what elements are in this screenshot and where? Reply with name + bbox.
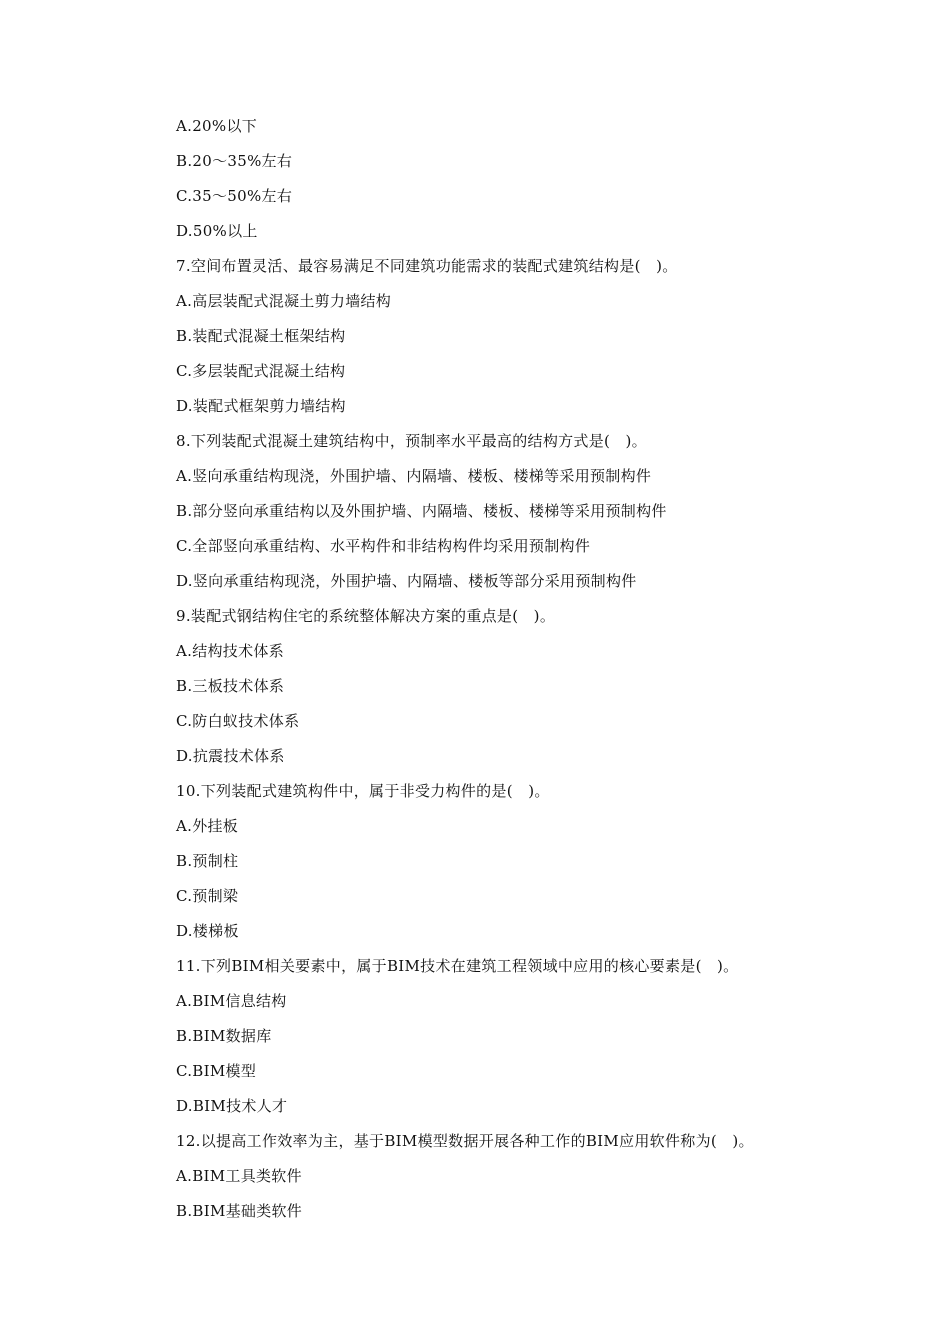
question-8: 8.下列装配式混凝土建筑结构中，预制率水平最高的结构方式是( )。 <box>176 432 647 450</box>
q11-option-b: B.BIM数据库 <box>176 1027 272 1045</box>
document-page <box>176 0 896 1344</box>
question-10: 10.下列装配式建筑构件中，属于非受力构件的是( )。 <box>176 782 550 800</box>
q10-option-a: A.外挂板 <box>176 817 239 835</box>
q9-option-c: C.防白蚁技术体系 <box>176 712 300 730</box>
q7-option-b: B.装配式混凝土框架结构 <box>176 327 346 345</box>
q8-option-c: C.全部竖向承重结构、水平构件和非结构构件均采用预制构件 <box>176 537 591 555</box>
question-7: 7.空间布置灵活、最容易满足不同建筑功能需求的装配式建筑结构是( )。 <box>176 257 678 275</box>
q7-option-d: D.装配式框架剪力墙结构 <box>176 397 346 415</box>
q8-option-b: B.部分竖向承重结构以及外围护墙、内隔墙、楼板、楼梯等采用预制构件 <box>176 502 667 520</box>
q11-option-c: C.BIM模型 <box>176 1062 257 1080</box>
q11-option-a: A.BIM信息结构 <box>176 992 287 1010</box>
question-11: 11.下列BIM相关要素中，属于BIM技术在建筑工程领域中应用的核心要素是( )。 <box>176 957 739 975</box>
q7-option-c: C.多层装配式混凝土结构 <box>176 362 346 380</box>
q6-option-d: D.50%以上 <box>176 222 258 240</box>
question-12: 12.以提高工作效率为主，基于BIM模型数据开展各种工作的BIM应用软件称为( )。 <box>176 1132 754 1150</box>
q10-option-d: D.楼梯板 <box>176 922 239 940</box>
q9-option-d: D.抗震技术体系 <box>176 747 285 765</box>
q8-option-a: A.竖向承重结构现浇，外围护墙、内隔墙、楼板、楼梯等采用预制构件 <box>176 467 652 485</box>
q9-option-b: B.三板技术体系 <box>176 677 285 695</box>
q10-option-b: B.预制柱 <box>176 852 239 870</box>
q6-option-c: C.35～50%左右 <box>176 187 293 205</box>
q7-option-a: A.高层装配式混凝土剪力墙结构 <box>176 292 392 310</box>
q12-option-a: A.BIM工具类软件 <box>176 1167 302 1185</box>
q12-option-b: B.BIM基础类软件 <box>176 1202 303 1220</box>
q9-option-a: A.结构技术体系 <box>176 642 285 660</box>
q10-option-c: C.预制梁 <box>176 887 239 905</box>
q8-option-d: D.竖向承重结构现浇，外围护墙、内隔墙、楼板等部分采用预制构件 <box>176 572 637 590</box>
q6-option-a: A.20%以下 <box>176 117 258 135</box>
q11-option-d: D.BIM技术人才 <box>176 1097 288 1115</box>
q6-option-b: B.20～35%左右 <box>176 152 293 170</box>
question-9: 9.装配式钢结构住宅的系统整体解决方案的重点是( )。 <box>176 607 556 625</box>
